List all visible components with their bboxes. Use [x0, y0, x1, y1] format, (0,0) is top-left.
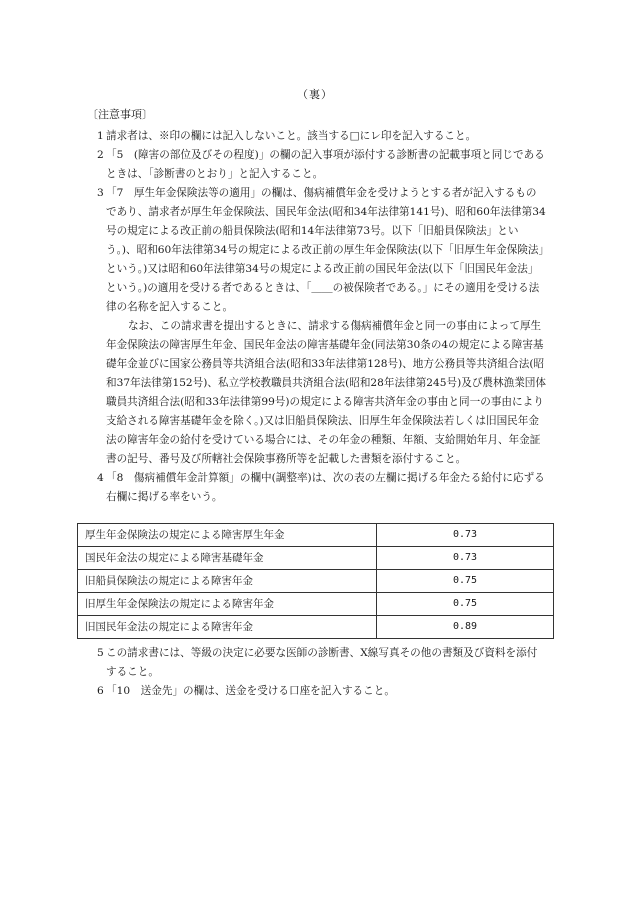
table-row	[78, 547, 554, 570]
note-number: 5	[97, 647, 104, 659]
note-text: 「8 傷病補償年金計算額」の欄中(調整率)は、次の表の左欄に掲げる年金たる給付に応ずる右欄に掲げる率をいう。	[106, 472, 545, 503]
law-cell: 国民年金法の規定による障害基礎年金	[78, 547, 377, 570]
table-row	[78, 524, 554, 547]
note-text: 請求者は、※印の欄には記入しないこと。該当する□にレ印を記入すること。	[106, 130, 477, 142]
note-number: 4	[97, 472, 104, 484]
table-row	[78, 570, 554, 593]
note-4	[84, 469, 546, 507]
adjustment-rate-table	[77, 523, 554, 639]
note-3-supplement: なお、この請求書を提出するときに、請求する傷病補償年金と同一の事由によって厚生年金保険法の障害厚生年金、国民年金法の障害基礎年金(同法第30条の4の規定による障害基礎年金並びに国家公務員等共済組合法(昭和33年法律第128号)、地方公務員等共済組合法(昭和37年法律第152号)、私立学校教職員共済組合法(昭和28年法律第245号)及び農林漁業団体職員共済組合法(昭和33年法律第99号)の規定による障害共済年金の事由と同一の事由により支給される障害基礎年金を除く。)又は旧船員保険法、旧厚生年金保険法若しくは旧国民年金法の障害年金の給付を受けている場合には、その年金の種類、年額、支給開始年月、年金証書の記号、番号及び所轄社会保険事務所等を記載した書類を添付すること。	[106, 320, 546, 465]
note-number: 6	[97, 685, 104, 697]
note-5	[84, 644, 546, 682]
note-number: 3	[97, 187, 104, 199]
notes-list-continued	[84, 644, 546, 701]
section-heading: 〔注意事項〕	[87, 108, 153, 121]
table-row	[78, 593, 554, 616]
note-text: 「5 (障害の部位及びその程度)」の欄の記入事項が添付する診断書の記載事項と同じであるときは、「診断書のとおり」と記入すること。	[106, 149, 545, 180]
note-text: 「7 厚生年金保険法等の適用」の欄は、傷病補償年金を受けようとする者が記入するものであり、請求者が厚生年金保険法、国民年金法(昭和34年法律第141号)、昭和60年法律第34号の規定による改正前の船員保険法(昭和14年法律第73号。以下「旧船員保険法」という。)、昭和60年法律第34号の規定による改正前の厚生年金保険法(以下「旧厚生年金保険法」という。)又は昭和60年法律第34号の規定による改正前の国民年金法(以下「旧国民年金法」という。)の適用を受ける者であるときは、「＿＿の被保険者である。」にその適用を受ける法律の名称を記入すること。	[106, 187, 546, 313]
rate-cell: 0.73	[377, 524, 554, 547]
note-number: 2	[97, 149, 104, 161]
rate-cell: 0.75	[377, 593, 554, 616]
note-3	[84, 184, 546, 317]
law-cell: 旧船員保険法の規定による障害年金	[78, 570, 377, 593]
rate-cell: 0.75	[377, 570, 554, 593]
note-number: 1	[97, 130, 104, 142]
table-row	[78, 616, 554, 639]
law-cell: 旧厚生年金保険法の規定による障害年金	[78, 593, 377, 616]
note-1	[84, 127, 546, 146]
law-cell: 厚生年金保険法の規定による障害厚生年金	[78, 524, 377, 547]
note-6	[84, 682, 546, 701]
page-title: （裏）	[297, 88, 333, 101]
rate-cell: 0.89	[377, 616, 554, 639]
note-text: この請求書には、等級の決定に必要な医師の診断書、X線写真その他の書類及び資料を添付すること。	[106, 647, 538, 678]
note-2	[84, 146, 546, 184]
law-cell: 旧国民年金法の規定による障害年金	[78, 616, 377, 639]
rate-cell: 0.73	[377, 547, 554, 570]
notes-list	[84, 127, 546, 507]
note-text: 「10 送金先」の欄は、送金を受ける口座を記入すること。	[106, 685, 395, 697]
